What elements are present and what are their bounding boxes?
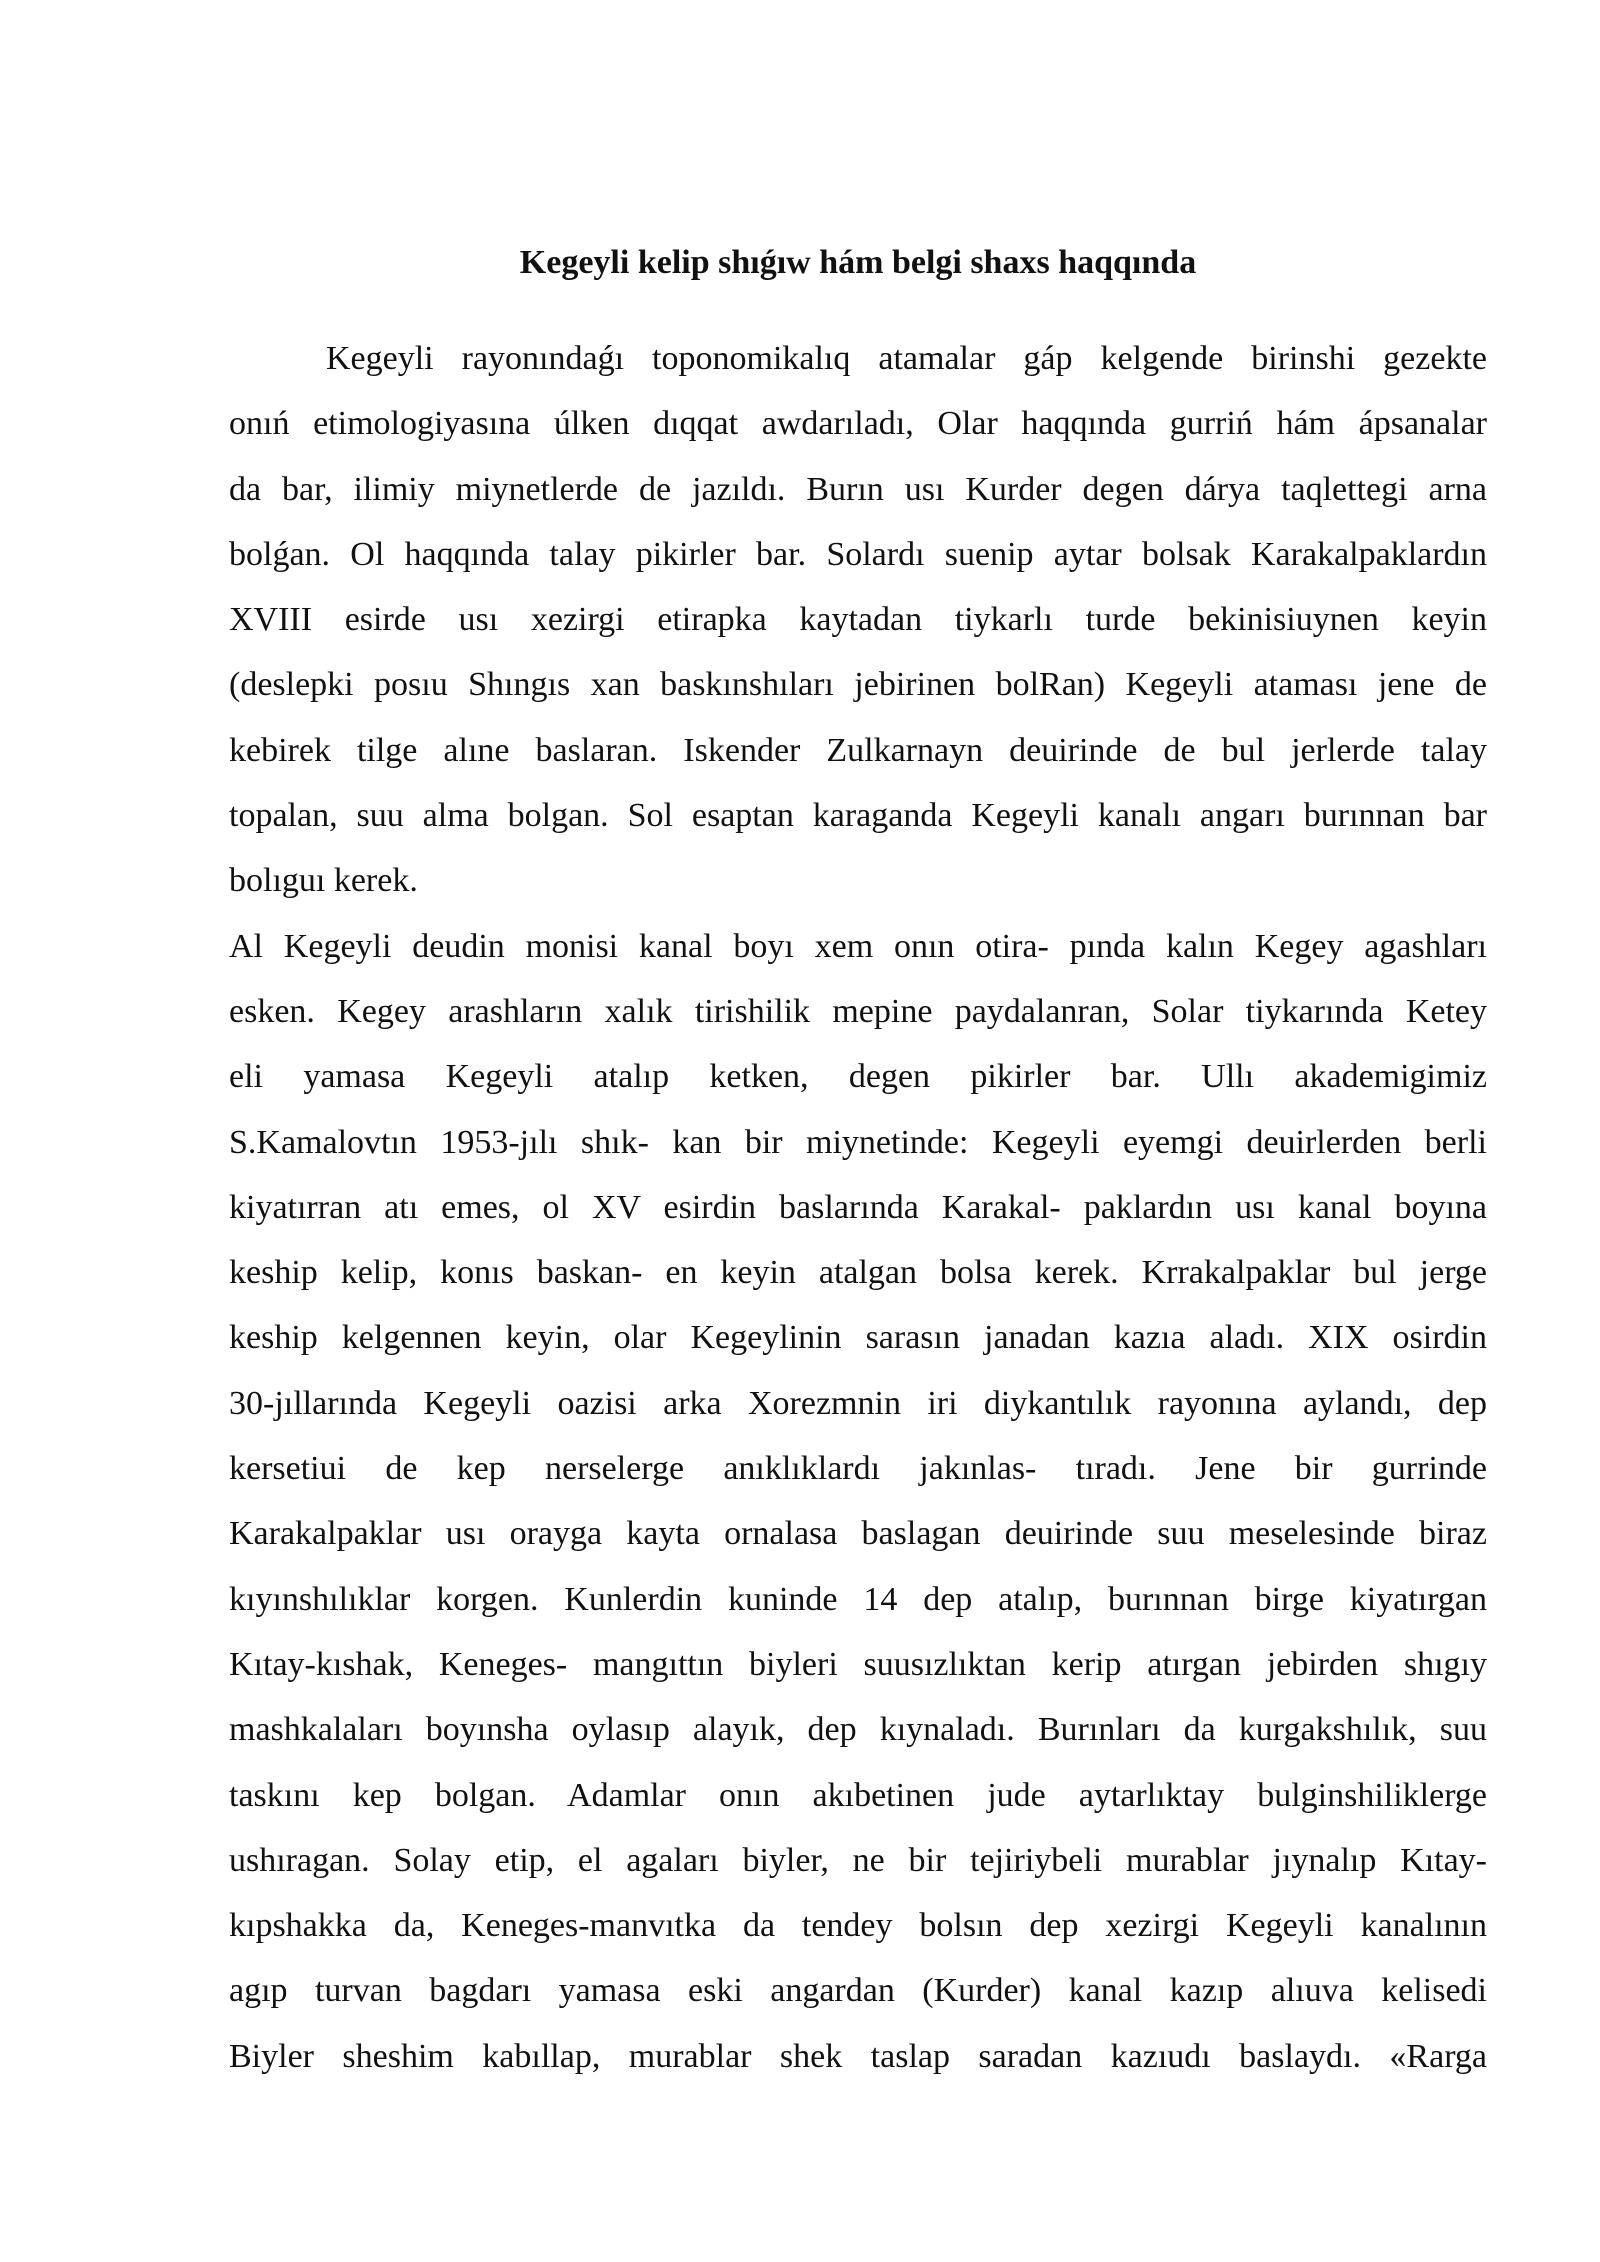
paragraph-line: (deslepki posıu Shıngıs xan baskınshıları jebirinen bolRan) Kegeyli ataması jene de [229,666,1487,704]
paragraph-line: S.Kamalovtın 1953-jılı shık- kan bir miynetinde: Kegeyli eyemgi deuirlerden berli [229,1123,1487,1161]
paragraph-line: 30-jıllarında Kegeyli oazisi arka Xorezmnin iri diykantılık rayonına aylandı, dep [229,1384,1487,1422]
paragraph-line: keship kelgennen keyin, olar Kegeylinin sarasın janadan kazıa aladı. XIX osirdin [229,1319,1487,1357]
paragraph-line: ushıragan. Solay etip, el agaları biyler, ne bir tejiriybeli murablar jıynalıp Kıtay- [229,1841,1487,1879]
paragraph-line: keship kelip, konıs baskan- en keyin atalgan bolsa kerek. Krrakalpaklar bul jerge [229,1254,1487,1292]
document-body [229,326,1487,2089]
paragraph-line: mashkalaları boyınsha oylasıp alayık, dep kıynaladı. Burınları da kurgakshılık, suu [229,1711,1487,1749]
paragraph-line: kersetiui de kep nerselerge anıklıklardı jakınlas- tıradı. Jene bir gurrinde [229,1450,1487,1488]
paragraph-line: onıń etimologiyasına úlken dıqqat awdarıladı, Olar haqqında gurriń hám ápsanalar [229,405,1487,443]
paragraph-line: esken. Kegey arashların xalık tirishilik mepine paydalanran, Solar tiykarında Ketey [229,992,1487,1030]
paragraph-line: topalan, suu alma bolgan. Sol esaptan karaganda Kegeyli kanalı angarı burınnan bar [229,797,1487,835]
paragraph-line: Kegeyli rayonındaǵı toponomikalıq atamalar gáp kelgende birinshi gezekte [326,340,1487,377]
paragraph-line: kıpshakka da, Keneges-manvıtka da tendey bolsın dep xezirgi Kegeyli kanalının [229,1907,1487,1945]
paragraph-line: kebirek tilge alıne baslaran. Iskender Zulkarnayn deuirinde de bul jerlerde talay [229,731,1487,769]
paragraph-line: taskını kep bolgan. Adamlar onın akıbetinen jude aytarlıktay bulginshiliklerge [229,1776,1487,1814]
paragraph-line: Karakalpaklar usı orayga kayta ornalasa baslagan deuirinde suu meselesinde biraz [229,1515,1487,1553]
paragraph-line: XVIII esirde usı xezirgi etirapka kaytadan tiykarlı turde bekinisiuynen keyin [229,601,1487,639]
paragraph-line: agıp turvan bagdarı yamasa eski angardan (Kurder) kanal kazıp alıuva kelisedi [229,1972,1487,2010]
paragraph-line: da bar, ilimiy miynetlerde de jazıldı. Burın usı Kurder degen dárya taqlettegi arna [229,470,1487,508]
paragraph-line: Biyler sheshim kabıllap, murablar shek taslap saradan kazıudı baslaydı. «Rarga [229,2037,1487,2075]
paragraph-line: Kıtay-kıshak, Keneges- mangıttın biyleri suusızlıktan kerip atırgan jebirden shıgıy [229,1645,1487,1683]
paragraph-line: Al Kegeyli deudin monisi kanal boyı xem onın otira- pında kalın Kegey agashları [229,927,1487,965]
paragraph-line: bolǵan. Ol haqqında talay pikirler bar. Solardı suenip aytar bolsak Karakalpaklardın [229,535,1487,573]
paragraph-line: eli yamasa Kegeyli atalıp ketken, degen pikirler bar. Ullı akademigimiz [229,1058,1487,1096]
document-title: Kegeyli kelip shıǵıw hám belgi shaxs haqqında [519,244,1197,281]
paragraph-line: bolıguı kerek. [229,862,418,900]
paragraph-line: kiyatırran atı emes, ol XV esirdin baslarında Karakal- paklardın usı kanal boyına [229,1188,1487,1226]
paragraph-line: kıyınshılıklar korgen. Kunlerdin kuninde 14 dep atalıp, burınnan birge kiyatırgan [229,1580,1487,1618]
